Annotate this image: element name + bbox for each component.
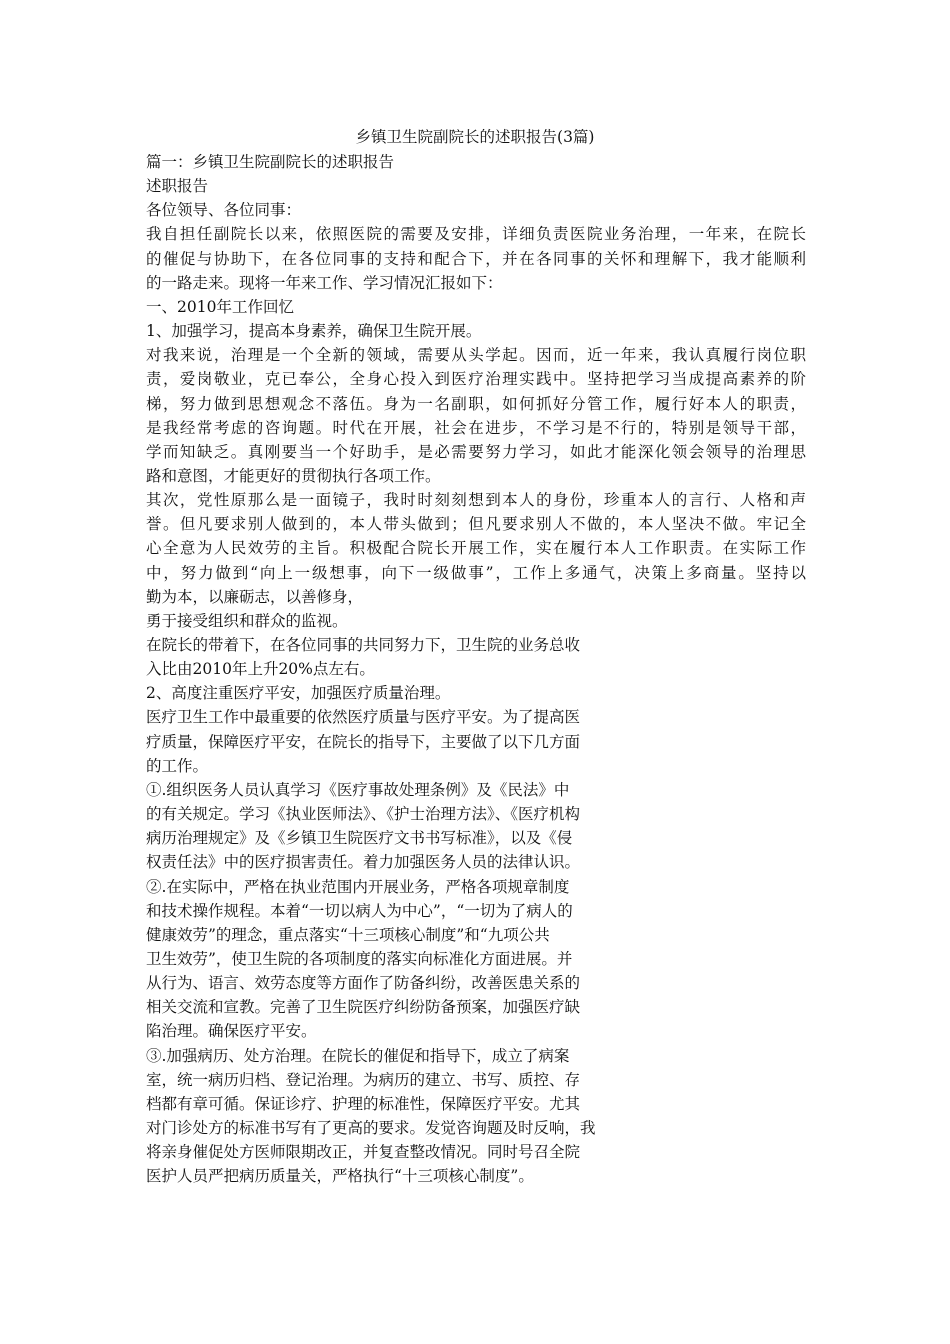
text-line: ③.加强病历、处方治理。在院长的催促和指导下，成立了病案 (146, 1046, 570, 1065)
document-title: 乡镇卫生院副院长的述职报告(3篇) (355, 128, 595, 146)
text-line: 将亲身催促处方医师限期改正，并复查整改情况。同时号召全院 (146, 1143, 581, 1162)
text-line: 梯，努力做到思想观念不落伍。身为一名副职，如何抓好分管工作，履行好本人的职责， (146, 394, 806, 413)
text-line: 中，努力做到“向上一级想事，向下一级做事”，工作上多通气，决策上多商量。坚持以 (146, 563, 806, 582)
text-line: 述职报告 (146, 177, 209, 196)
text-line: 对我来说，治理是一个全新的领域，需要从头学起。因而，近一年来，我认真履行岗位职 (146, 346, 806, 365)
text-line: 1、加强学习，提高本身素养，确保卫生院开展。 (146, 322, 482, 341)
text-line: 我自担任副院长以来，依照医院的需要及安排，详细负责医院业务治理，一年来，在院长 (146, 225, 806, 244)
text-line: 的一路走来。现将一年来工作、学习情况汇报如下： (146, 273, 503, 292)
text-line: 的催促与协助下，在各位同事的支持和配合下，并在各同事的关怀和理解下，我才能顺利 (146, 249, 806, 268)
text-line: ②.在实际中，严格在执业范围内开展业务，严格各项规章制度 (146, 877, 570, 896)
text-line: 责，爱岗敬业，克已奉公，全身心投入到医疗治理实践中。坚持把学习当成提高素养的阶 (146, 370, 806, 389)
text-line: 相关交流和宣教。完善了卫生院医疗纠纷防备预案，加强医疗缺 (146, 998, 581, 1017)
text-line: 从行为、语言、效劳态度等方面作了防备纠纷，改善医患关系的 (146, 974, 581, 993)
text-line: 2、高度注重医疗平安，加强医疗质量治理。 (146, 684, 451, 703)
text-line: 对门诊处方的标准书写有了更高的要求。发觉咨询题及时反响，我 (146, 1119, 596, 1137)
text-line: 勤为本，以廉砺志，以善修身， (146, 587, 364, 606)
text-line: 誉。但凡要求别人做到的，本人带头做到；但凡要求别人不做的，本人坚决不做。牢记全 (146, 515, 806, 534)
text-line: 心全意为人民效劳的主旨。积极配合院长开展工作，实在履行本人工作职责。在实际工作 (146, 539, 806, 558)
text-line: 学而知缺乏。真刚要当一个好助手，是必需要努力学习，如此才能深化领会领导的治理思 (146, 442, 806, 461)
text-line: 医护人员严把病历质量关，严格执行“十三项核心制度”。 (146, 1167, 534, 1186)
text-line: 篇一：乡镇卫生院副院长的述职报告 (146, 153, 395, 171)
text-line: 的有关规定。学习《执业医师法》、《护士治理方法》、《医疗机构 (146, 805, 581, 824)
text-line: 卫生效劳”，使卫生院的各项制度的落实向标准化方面进展。并 (146, 949, 573, 968)
text-line: 的工作。 (146, 756, 209, 775)
text-line: 各位领导、各位同事： (146, 201, 302, 220)
text-line: 室，统一病历归档、登记治理。为病历的建立、书写、质控、存 (146, 1070, 581, 1089)
text-line: 路和意图，才能更好的贯彻执行各项工作。 (146, 466, 441, 485)
text-line: 医疗卫生工作中最重要的依然医疗质量与医疗平安。为了提高医 (146, 708, 581, 727)
text-line: 一、2010年工作回忆 (146, 297, 294, 316)
text-line: 权责任法》中的医疗损害责任。着力加强医务人员的法律认识。 (146, 853, 581, 872)
text-line: 疗质量，保障医疗平安，在院长的指导下，主要做了以下几方面 (146, 732, 581, 751)
text-line: 病历治理规定》及《乡镇卫生院医疗文书书写标准》，以及《侵 (146, 829, 573, 848)
text-line: 其次，党性原那么是一面镜子，我时时刻刻想到本人的身份，珍重本人的言行、人格和声 (146, 491, 806, 510)
text-line: 是我经常考虑的咨询题。时代在开展，社会在进步，不学习是不行的，特别是领导干部， (146, 418, 806, 437)
text-line: 档都有章可循。保证诊疗、护理的标准性，保障医疗平安。尤其 (146, 1094, 581, 1113)
text-line: 陷治理。确保医疗平安。 (146, 1022, 317, 1041)
text-line: 健康效劳”的理念，重点落实“十三项核心制度”和“九项公共 (146, 925, 550, 944)
text-line: 在院长的带着下，在各位同事的共同努力下，卫生院的业务总收 (146, 636, 581, 654)
text-line: 和技术操作规程。本着“一切以病人为中心”，“一切为了病人的 (146, 901, 573, 920)
text-line: 入比由2010年上升20%点左右。 (146, 660, 375, 679)
text-line: 勇于接受组织和群众的监视。 (146, 611, 348, 630)
text-line: ①.组织医务人员认真学习《医疗事故处理条例》及《民法》中 (146, 780, 570, 799)
